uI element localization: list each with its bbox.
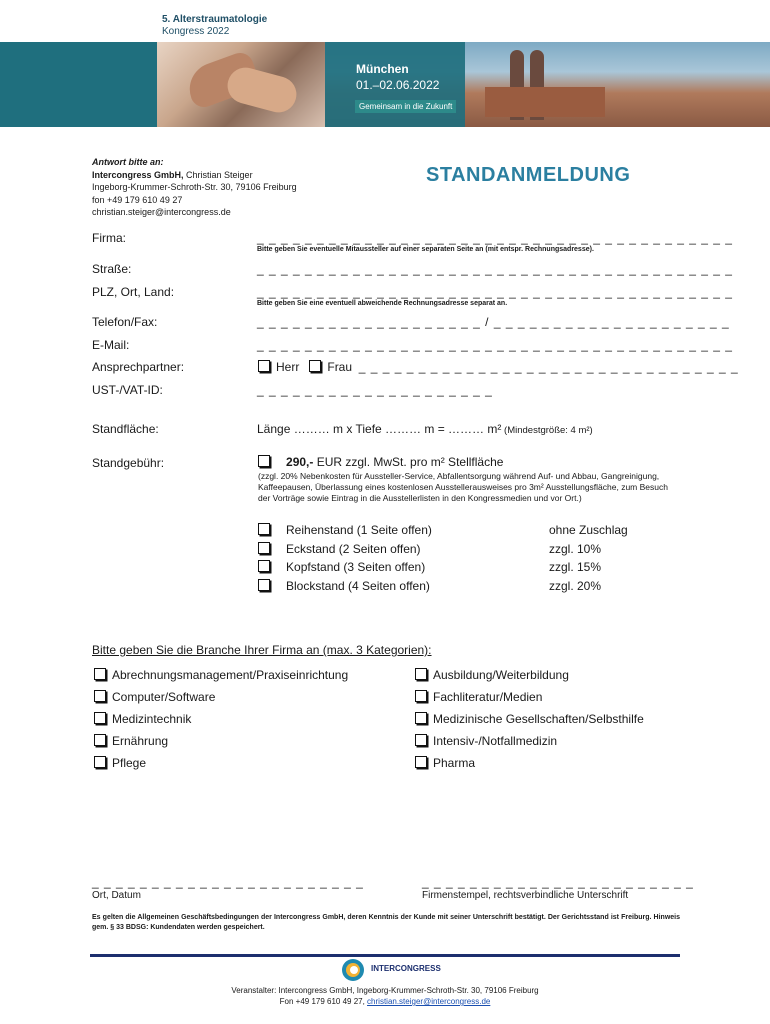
stand-option-checkbox[interactable] bbox=[258, 542, 270, 554]
price-text: EUR zzgl. MwSt. pro m² Stellfläche bbox=[313, 455, 504, 469]
signature-label: Firmenstempel, rechtsverbindliche Unterschrift bbox=[422, 890, 629, 901]
ansprechpartner-field[interactable]: _ _ _ _ _ _ _ _ _ _ _ _ _ _ _ _ _ _ _ _ _ _ _ _ _ _ _ _ _ _ _ _ bbox=[358, 360, 739, 374]
congress-title: 5. Alterstraumatologie bbox=[162, 14, 268, 25]
branche-item[interactable] bbox=[415, 734, 644, 756]
branche-heading: Bitte geben Sie die Branche Ihrer Firma an (max. 3 Kategorien): bbox=[92, 643, 432, 657]
fax-line: _ _ _ _ _ _ _ _ _ _ _ _ _ _ _ _ _ _ _ _ bbox=[493, 315, 730, 329]
firma-label: Firma: bbox=[92, 231, 126, 245]
branche-checkbox[interactable] bbox=[94, 668, 106, 680]
branche-label: Ausbildung/Weiterbildung bbox=[433, 668, 569, 682]
branche-item[interactable] bbox=[415, 668, 644, 690]
frau-label: Frau bbox=[327, 360, 353, 374]
plz-label: PLZ, Ort, Land: bbox=[92, 285, 175, 299]
ansprechpartner-label: Ansprechpartner: bbox=[92, 360, 185, 374]
herr-label: Herr bbox=[276, 360, 300, 374]
branche-label: Medizintechnik bbox=[112, 712, 192, 726]
city-name: München bbox=[356, 62, 409, 76]
telefon-label: Telefon/Fax: bbox=[92, 315, 158, 329]
branche-label: Abrechnungsmanagement/Praxiseinrichtung bbox=[112, 668, 349, 682]
strasse-field[interactable]: _ _ _ _ _ _ _ _ _ _ _ _ _ _ _ _ _ _ _ _ _ _ _ _ _ _ _ _ _ _ _ _ _ _ _ _ _ _ _ _ bbox=[257, 262, 733, 276]
footer-email-link[interactable]: christian.steiger@intercongress.de bbox=[367, 997, 491, 1006]
frau-checkbox[interactable] bbox=[309, 360, 321, 372]
branche-item[interactable] bbox=[94, 712, 348, 734]
stand-option-checkbox[interactable] bbox=[258, 560, 270, 572]
plz-note: Bitte geben Sie eine eventuell abweichende Rechnungsadresse separat an. bbox=[257, 300, 508, 307]
email-label: E-Mail: bbox=[92, 338, 130, 352]
contact-email[interactable]: christian.steiger@intercongress.de bbox=[92, 207, 231, 217]
stand-option[interactable] bbox=[258, 542, 678, 561]
stand-option[interactable] bbox=[258, 523, 678, 542]
price-value: 290,- bbox=[286, 455, 314, 469]
contact-address: Ingeborg-Krummer-Schroth-Str. 30, 79106 Freiburg bbox=[92, 182, 297, 192]
branche-item[interactable] bbox=[415, 690, 644, 712]
branche-left-list bbox=[94, 668, 348, 778]
footer-logo-text: INTERCONGRESS bbox=[371, 964, 441, 973]
contact-heading: Antwort bitte an: bbox=[92, 157, 164, 167]
stand-options bbox=[258, 523, 678, 597]
branche-item[interactable] bbox=[94, 756, 348, 778]
branche-item[interactable] bbox=[94, 690, 348, 712]
intercongress-logo-icon bbox=[340, 957, 366, 983]
footer-line2 bbox=[0, 997, 770, 1006]
branche-label: Pharma bbox=[433, 756, 476, 770]
ort-datum-label: Ort, Datum bbox=[92, 890, 141, 901]
contact-company: Intercongress GmbH, bbox=[92, 169, 184, 180]
stand-option-label: Blockstand (4 Seiten offen) bbox=[286, 578, 430, 593]
standflaeche-min: (Mindestgröße: 4 m²) bbox=[501, 425, 593, 436]
herr-checkbox[interactable] bbox=[258, 360, 270, 372]
price-checkbox[interactable] bbox=[258, 455, 270, 467]
footer-phone: Fon +49 179 610 49 27, bbox=[279, 997, 368, 1006]
standflaeche-input[interactable] bbox=[257, 422, 593, 436]
branche-checkbox[interactable] bbox=[415, 668, 427, 680]
branche-label: Medizinische Gesellschaften/Selbsthilfe bbox=[433, 712, 644, 726]
branche-checkbox[interactable] bbox=[415, 690, 427, 702]
terms-text: Es gelten die Allgemeinen Geschäftsbedingungen der Intercongress GmbH, deren Kenntnis der Kunde mit seiner Unterschrift bestätigt. Der Gerichtsstand ist Freiburg. Hinweis gem. § 33 BDSG: Kundendaten werden gespeichert. bbox=[92, 914, 680, 931]
price-row bbox=[258, 455, 503, 469]
branche-checkbox[interactable] bbox=[94, 712, 106, 724]
fax-separator: / bbox=[485, 315, 490, 329]
branche-checkbox[interactable] bbox=[415, 712, 427, 724]
email-field[interactable]: _ _ _ _ _ _ _ _ _ _ _ _ _ _ _ _ _ _ _ _ _ _ _ _ _ _ _ _ _ _ _ _ _ _ _ _ _ _ _ _ bbox=[257, 338, 733, 352]
footer-rule bbox=[90, 954, 680, 957]
contact-phone: fon +49 179 610 49 27 bbox=[92, 194, 183, 205]
contact-block bbox=[92, 156, 297, 219]
branche-label: Ernährung bbox=[112, 734, 169, 748]
stand-option-surcharge: ohne Zuschlag bbox=[549, 523, 628, 537]
branche-item[interactable] bbox=[415, 712, 644, 734]
branche-checkbox[interactable] bbox=[415, 734, 427, 746]
stand-option[interactable] bbox=[258, 560, 678, 579]
congress-subtitle: Kongress 2022 bbox=[162, 26, 230, 37]
plz-field[interactable]: _ _ _ _ _ _ _ _ _ _ _ _ _ _ _ _ _ _ _ _ _ _ _ _ _ _ _ _ _ _ _ _ _ _ _ _ _ _ _ _ bbox=[257, 285, 733, 299]
stand-option-label: Kopfstand (3 Seiten offen) bbox=[286, 560, 426, 574]
stand-option-surcharge: zzgl. 10% bbox=[549, 541, 602, 556]
stand-option-surcharge: zzgl. 15% bbox=[549, 560, 602, 574]
stand-option-checkbox[interactable] bbox=[258, 579, 270, 591]
branche-checkbox[interactable] bbox=[94, 734, 106, 746]
banner-teal-panel bbox=[0, 42, 160, 127]
firma-field[interactable]: _ _ _ _ _ _ _ _ _ _ _ _ _ _ _ _ _ _ _ _ _ _ _ _ _ _ _ _ _ _ _ _ _ _ _ _ _ _ _ _ bbox=[257, 231, 733, 245]
branche-checkbox[interactable] bbox=[415, 756, 427, 768]
signature-line[interactable]: _ _ _ _ _ _ _ _ _ _ _ _ _ _ _ _ _ _ _ _ _ _ _ bbox=[422, 875, 694, 889]
branche-right-list bbox=[415, 668, 644, 778]
firma-note: Bitte geben Sie eventuelle Mitaussteller auf einer separaten Seite an (mit entspr. Rechnungsadresse). bbox=[257, 246, 594, 253]
telefon-line: _ _ _ _ _ _ _ _ _ _ _ _ _ _ _ _ _ _ _ bbox=[257, 315, 481, 329]
event-dates: 01.–02.06.2022 bbox=[356, 78, 440, 92]
branche-checkbox[interactable] bbox=[94, 756, 106, 768]
standgebuehr-label: Standgebühr: bbox=[92, 456, 165, 470]
telefon-field[interactable] bbox=[257, 315, 730, 329]
branche-item[interactable] bbox=[415, 756, 644, 778]
branche-item[interactable] bbox=[94, 668, 348, 690]
contact-person: Christian Steiger bbox=[183, 169, 253, 180]
branche-label: Pflege bbox=[112, 756, 147, 770]
ort-datum-line[interactable]: _ _ _ _ _ _ _ _ _ _ _ _ _ _ _ _ _ _ _ _ _ _ _ bbox=[92, 875, 364, 889]
stand-option-label: Reihenstand (1 Seite offen) bbox=[286, 523, 432, 537]
ust-label: UST-/VAT-ID: bbox=[92, 383, 163, 397]
banner-photo-hands bbox=[157, 42, 325, 127]
branche-label: Computer/Software bbox=[112, 690, 216, 704]
stand-option-surcharge: zzgl. 20% bbox=[549, 578, 602, 593]
ust-field[interactable]: _ _ _ _ _ _ _ _ _ _ _ _ _ _ _ _ _ _ _ _ bbox=[257, 383, 493, 397]
standflaeche-text: Länge ……… m x Tiefe ……… m = ……… m² bbox=[257, 422, 502, 436]
branche-label: Intensiv-/Notfallmedizin bbox=[433, 734, 558, 748]
branche-label: Fachliteratur/Medien bbox=[433, 690, 543, 704]
stand-option-checkbox[interactable] bbox=[258, 523, 270, 535]
form-title: STANDANMELDUNG bbox=[426, 164, 631, 186]
branche-item[interactable] bbox=[94, 734, 348, 756]
price-details: (zzgl. 20% Nebenkosten für Aussteller-Service, Abfallentsorgung während Auf- und Abbau, Gangreinigung, Kaffeepausen, Überlassung eines kostenlosen Ausstellerausweises pro 3m² Ausstellungsfläche, zum Besuch der Vorträge sowie Eintrag in die Ausstellerlisten in den Kongressmedien und vor Ort.) bbox=[258, 471, 668, 503]
footer-line1: Veranstalter: Intercongress GmbH, Ingeborg-Krummer-Schroth-Str. 30, 79106 Freiburg bbox=[231, 986, 539, 995]
branche-checkbox[interactable] bbox=[94, 690, 106, 702]
strasse-label: Straße: bbox=[92, 262, 132, 276]
stand-option[interactable] bbox=[258, 579, 678, 598]
salutation-row bbox=[258, 360, 739, 374]
slogan-badge: Gemeinsam in die Zukunft bbox=[355, 100, 456, 113]
standflaeche-label: Standfläche: bbox=[92, 422, 159, 436]
stand-option-label: Eckstand (2 Seiten offen) bbox=[286, 541, 421, 556]
contact-company-line bbox=[92, 169, 297, 182]
